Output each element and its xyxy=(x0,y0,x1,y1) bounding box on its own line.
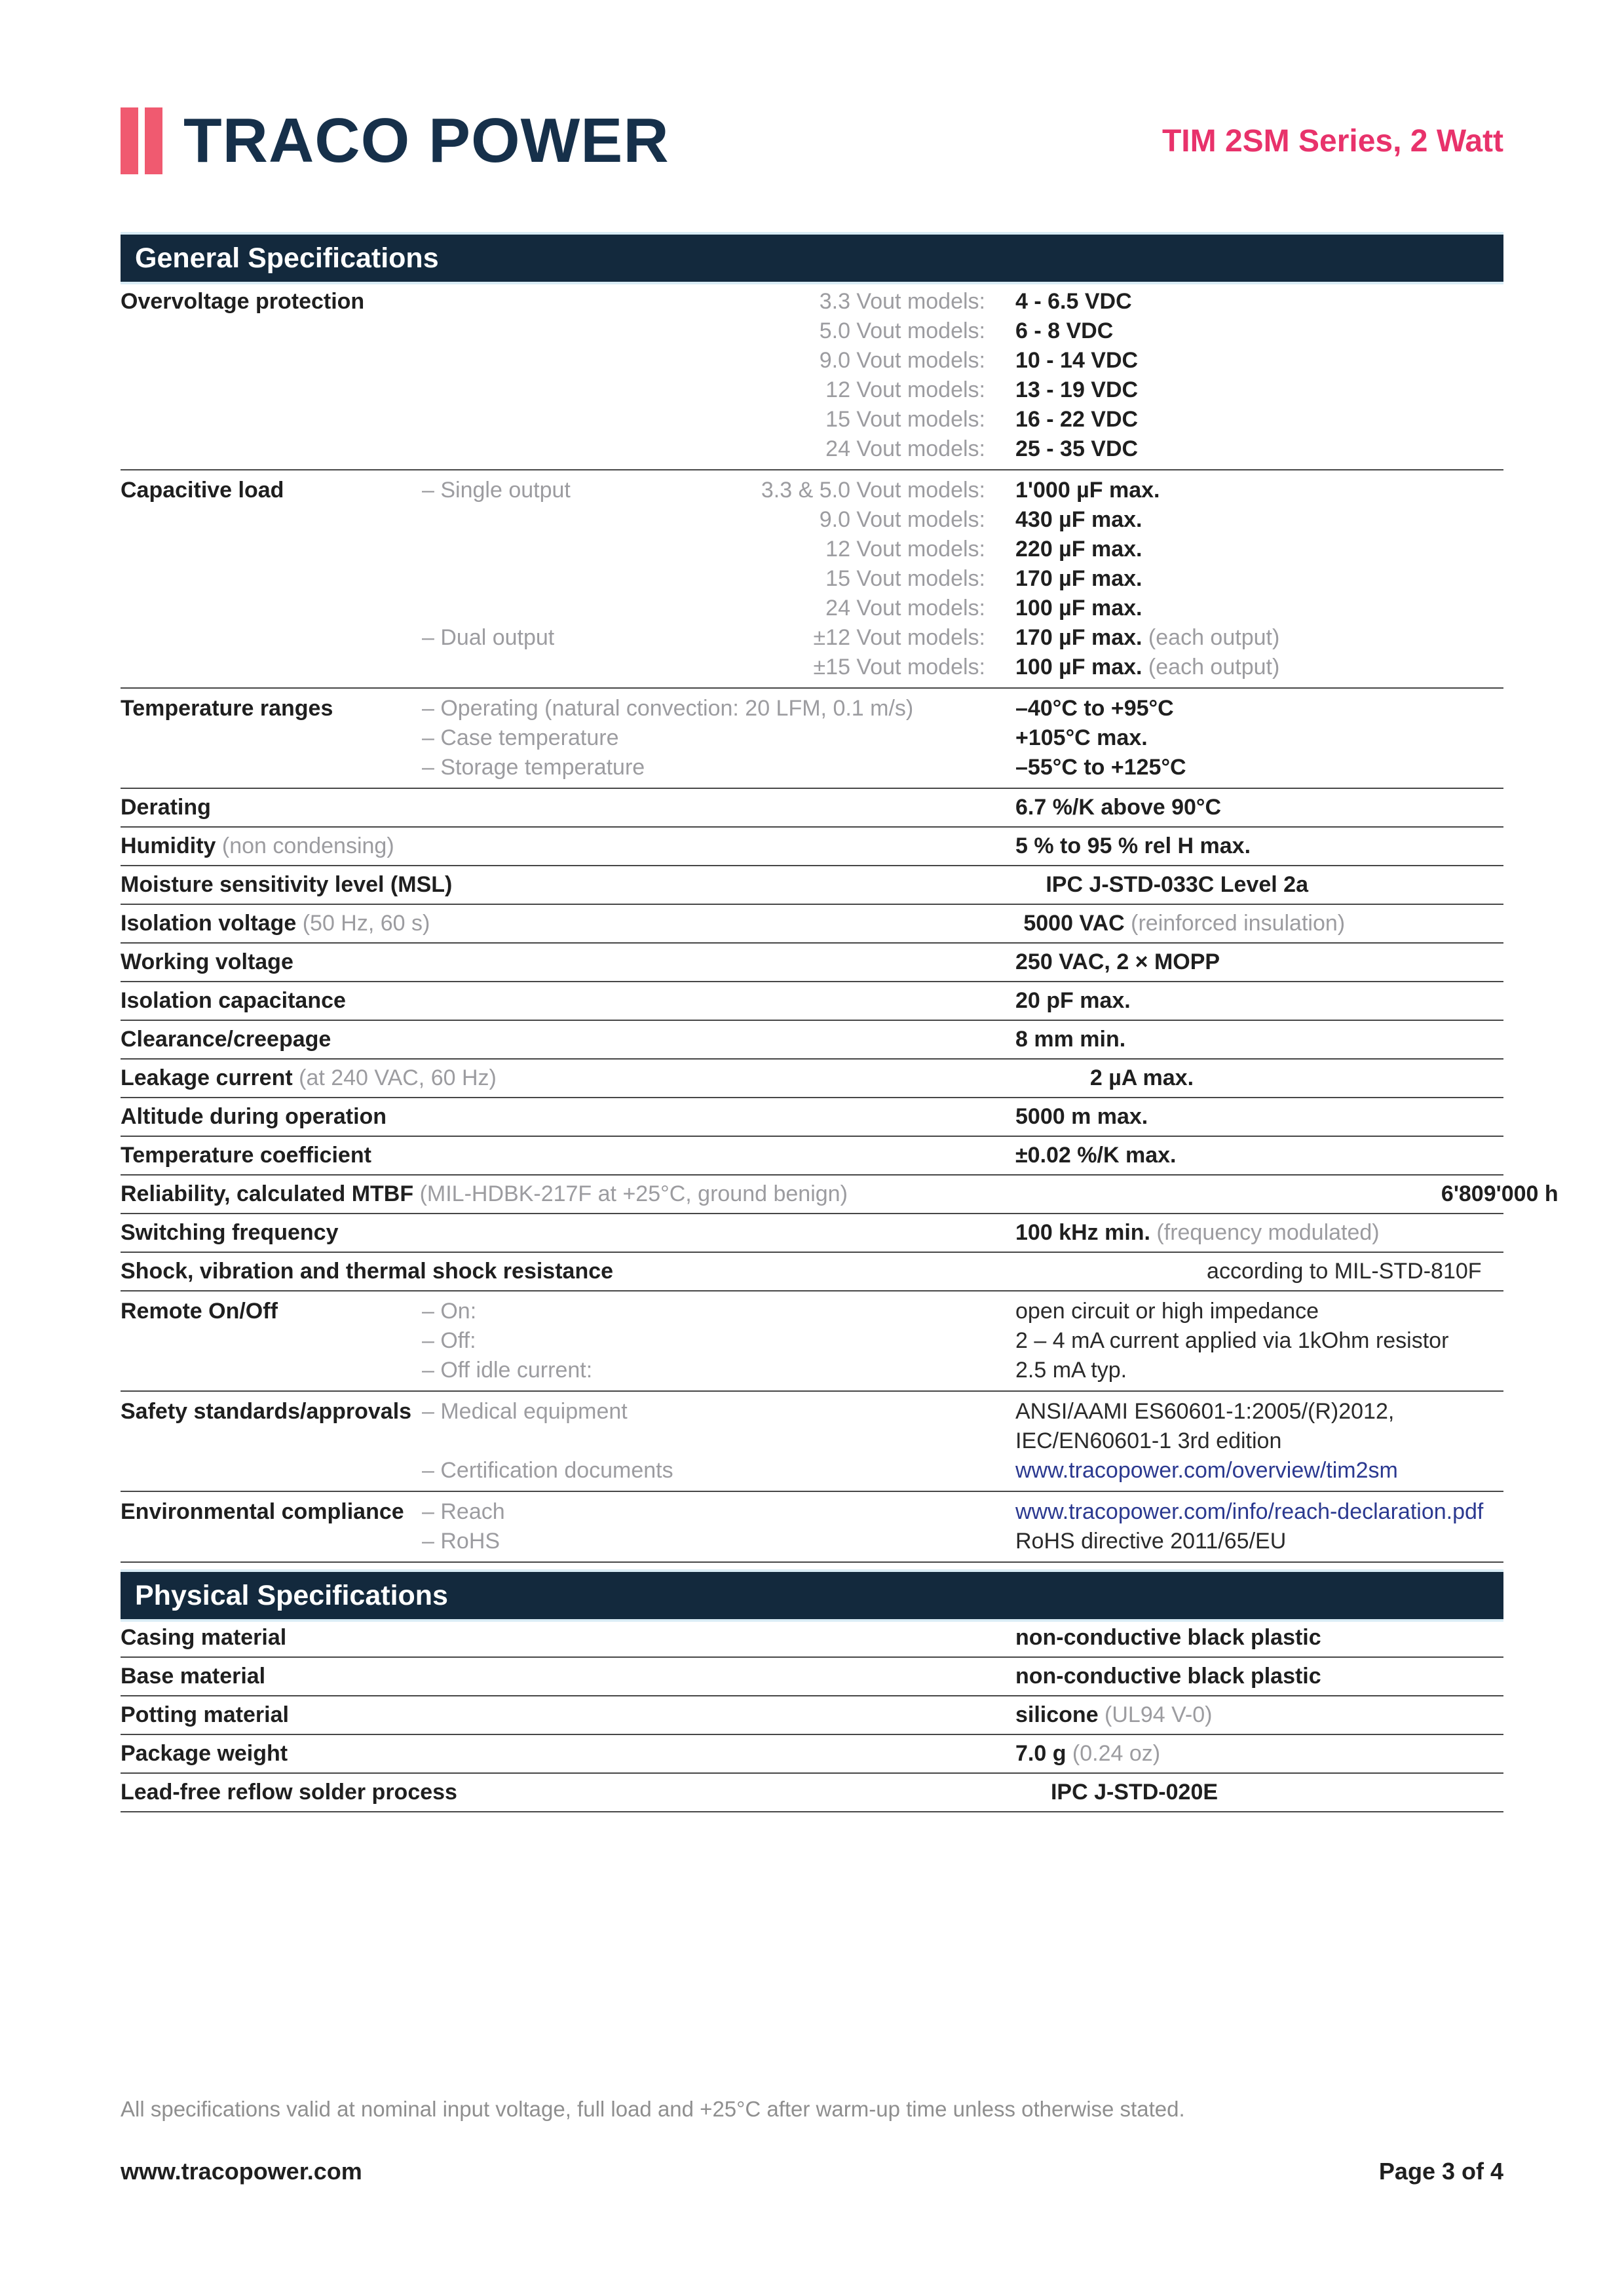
spec-value-segment: IEC/EN60601-1 3rd edition xyxy=(1015,1428,1282,1453)
spec-name: Isolation voltage (50 Hz, 60 s) xyxy=(121,911,430,936)
spec-line xyxy=(422,594,1503,623)
spec-line xyxy=(422,1527,1503,1556)
traco-logo xyxy=(121,107,670,174)
spec-value xyxy=(1015,1397,1503,1426)
spec-model-label: 24 Vout models: xyxy=(825,596,985,621)
spec-value-segment: 5000 m max. xyxy=(1015,1104,1148,1129)
spec-value-segment: ±0.02 %/K max. xyxy=(1015,1143,1177,1168)
spec-value xyxy=(1015,653,1503,682)
spec-row xyxy=(121,1292,1503,1392)
spec-model-label: 15 Vout models: xyxy=(825,566,985,591)
spec-value-segment: 8 mm min. xyxy=(1015,1027,1126,1052)
spec-lines xyxy=(613,1257,1503,1286)
spec-model-label: 15 Vout models: xyxy=(825,407,985,432)
spec-value xyxy=(1015,346,1503,375)
spec-line xyxy=(422,375,1503,405)
spec-name: Remote On/Off xyxy=(121,1299,278,1324)
spec-value-segment: 25 - 35 VDC xyxy=(1015,436,1139,461)
spec-value-segment: 20 pF max. xyxy=(1015,988,1131,1013)
spec-value xyxy=(1015,832,1503,861)
spec-value-segment: IPC J-STD-033C Level 2a xyxy=(1046,872,1308,897)
spec-lines xyxy=(422,986,1503,1016)
spec-lines xyxy=(422,793,1503,822)
section-title-general: General Specifications xyxy=(121,235,1503,282)
spec-sub-label: – Certification documents xyxy=(422,1458,673,1483)
spec-value xyxy=(1090,1063,1503,1093)
spec-value xyxy=(1015,623,1503,653)
spec-line xyxy=(452,870,1503,900)
spec-value-segment: 4 - 6.5 VDC xyxy=(1015,289,1132,314)
spec-value xyxy=(1015,375,1503,405)
spec-model-label: 24 Vout models: xyxy=(825,436,985,461)
spec-value xyxy=(1015,1426,1503,1456)
spec-name: Potting material xyxy=(121,1702,289,1727)
spec-name: Capacitive load xyxy=(121,478,284,503)
spec-line xyxy=(422,694,1503,723)
spec-lines xyxy=(422,1623,1503,1653)
spec-line xyxy=(422,476,1503,505)
spec-name-note: (50 Hz, 60 s) xyxy=(296,911,430,936)
spec-value-segment: 2.5 mA typ. xyxy=(1015,1358,1127,1383)
spec-lines xyxy=(422,832,1503,861)
spec-row xyxy=(121,1060,1503,1098)
spec-line xyxy=(848,1179,1558,1209)
spec-value xyxy=(1015,535,1503,564)
spec-value xyxy=(1015,564,1503,594)
spec-row xyxy=(121,1253,1503,1292)
spec-value xyxy=(1015,1662,1503,1691)
spec-line xyxy=(422,1426,1503,1456)
spec-value-segment: 100 kHz min. xyxy=(1015,1220,1150,1245)
spec-value xyxy=(1015,1218,1503,1248)
spec-model-label: 3.3 Vout models: xyxy=(819,289,985,314)
footer-disclaimer: All specifications valid at nominal input voltage, full load and +25°C after warm-up time unless otherwise stated. xyxy=(121,2097,1185,2121)
spec-row xyxy=(121,1214,1503,1253)
spec-value-segment: 6.7 %/K above 90°C xyxy=(1015,795,1222,820)
spec-value xyxy=(1023,909,1503,938)
spec-name: Humidity (non condensing) xyxy=(121,833,394,858)
spec-name: Environmental compliance xyxy=(121,1499,404,1524)
spec-line xyxy=(422,1326,1503,1356)
page-header xyxy=(121,0,1503,177)
spec-line xyxy=(422,623,1503,653)
spec-value xyxy=(1051,1778,1503,1807)
spec-sub-label: – Reach xyxy=(422,1499,505,1524)
spec-line xyxy=(422,753,1503,782)
spec-value-segment: –55°C to +125°C xyxy=(1015,755,1186,780)
spec-value-segment: 170 µF max. xyxy=(1015,566,1142,591)
spec-line xyxy=(422,287,1503,316)
spec-value-segment: (0.24 oz) xyxy=(1066,1741,1161,1766)
spec-lines xyxy=(422,476,1503,682)
spec-name: Base material xyxy=(121,1664,266,1689)
spec-lines xyxy=(422,1025,1503,1054)
spec-line xyxy=(422,1141,1503,1170)
series-title: TIM 2SM Series, 2 Watt xyxy=(1161,123,1503,159)
physical-specifications-section xyxy=(121,1572,1503,1812)
spec-model-label: 9.0 Vout models: xyxy=(819,507,985,532)
spec-value-segment: 100 µF max. xyxy=(1015,655,1142,679)
spec-value xyxy=(1015,1739,1503,1769)
spec-model-label: ±15 Vout models: xyxy=(813,655,985,679)
spec-value xyxy=(1015,434,1503,464)
spec-line xyxy=(422,1397,1503,1426)
page-footer xyxy=(121,2158,1503,2185)
spec-lines xyxy=(452,870,1503,900)
spec-name: Leakage current (at 240 VAC, 60 Hz) xyxy=(121,1065,497,1090)
spec-model-label: 9.0 Vout models: xyxy=(819,348,985,373)
spec-value-segment: non-conductive black plastic xyxy=(1015,1625,1321,1650)
spec-value xyxy=(1015,694,1503,723)
spec-model-label: 12 Vout models: xyxy=(825,537,985,562)
spec-value-segment: 2 – 4 mA current applied via 1kOhm resistor xyxy=(1015,1328,1449,1353)
spec-line xyxy=(497,1063,1503,1093)
spec-name: Reliability, calculated MTBF (MIL-HDBK-217F at +25°C, ground benign) xyxy=(121,1181,848,1206)
spec-value-segment: (UL94 V-0) xyxy=(1098,1702,1213,1727)
spec-value xyxy=(1015,1025,1503,1054)
spec-row xyxy=(121,689,1503,789)
certification-documents-link[interactable]: www.tracopower.com/overview/tim2sm xyxy=(1015,1458,1398,1483)
spec-line xyxy=(422,535,1503,564)
spec-value xyxy=(1015,1356,1503,1385)
spec-row xyxy=(121,944,1503,982)
spec-row xyxy=(121,1098,1503,1137)
spec-name: Working voltage xyxy=(121,949,293,974)
spec-row xyxy=(121,1021,1503,1060)
spec-value-segment: according to MIL-STD-810F xyxy=(1207,1259,1482,1284)
logo-bar-icon xyxy=(121,107,138,174)
spec-value xyxy=(1015,793,1503,822)
spec-row xyxy=(121,1137,1503,1176)
spec-value-segment: 10 - 14 VDC xyxy=(1015,348,1139,373)
spec-value xyxy=(1015,1326,1503,1356)
spec-model-label: 5.0 Vout models: xyxy=(819,318,985,343)
spec-value-segment: 170 µF max. xyxy=(1015,625,1142,650)
spec-value xyxy=(1046,870,1503,900)
spec-value-segment: silicone xyxy=(1015,1702,1099,1727)
spec-lines xyxy=(848,1179,1558,1209)
traco-logo-text: TRACO POWER xyxy=(183,105,670,176)
spec-model-label: 12 Vout models: xyxy=(825,377,985,402)
spec-line xyxy=(422,405,1503,434)
spec-row xyxy=(121,1619,1503,1658)
spec-name-note: (MIL-HDBK-217F at +25°C, ground benign) xyxy=(413,1181,848,1206)
spec-row xyxy=(121,828,1503,866)
spec-value-segment: 5000 VAC xyxy=(1023,911,1125,936)
spec-value xyxy=(1015,986,1503,1016)
general-specifications-section xyxy=(121,235,1558,1563)
spec-value-segment: 7.0 g xyxy=(1015,1741,1067,1766)
spec-line xyxy=(422,793,1503,822)
spec-lines xyxy=(422,1662,1503,1691)
spec-line xyxy=(422,832,1503,861)
spec-value xyxy=(1015,405,1503,434)
spec-name: Temperature coefficient xyxy=(121,1143,371,1168)
spec-value xyxy=(1015,1456,1503,1485)
spec-line xyxy=(422,346,1503,375)
spec-value xyxy=(1015,1623,1503,1653)
spec-row xyxy=(121,1176,1558,1214)
spec-line xyxy=(422,986,1503,1016)
spec-row xyxy=(121,789,1503,828)
spec-name-note: (at 240 VAC, 60 Hz) xyxy=(292,1065,497,1090)
spec-lines xyxy=(422,287,1503,464)
spec-value-segment: +105°C max. xyxy=(1015,725,1148,750)
spec-value-segment: 220 µF max. xyxy=(1015,537,1142,562)
spec-line xyxy=(422,1218,1503,1248)
spec-lines xyxy=(422,694,1503,782)
spec-value-segment: 250 VAC, 2 × MOPP xyxy=(1015,949,1220,974)
spec-value xyxy=(1015,316,1503,346)
spec-row xyxy=(121,282,1503,470)
spec-row xyxy=(121,1774,1503,1812)
spec-name: Safety standards/approvals xyxy=(121,1399,412,1424)
footer-page-number: Page 3 of 4 xyxy=(1378,2158,1503,2185)
general-specifications-rows xyxy=(121,282,1558,1563)
spec-sub-label: – Operating (natural convection: 20 LFM, 0.1 m/s) xyxy=(422,696,914,721)
spec-value-segment: 5 % to 95 % rel H max. xyxy=(1015,833,1251,858)
spec-name: Temperature ranges xyxy=(121,696,333,721)
spec-sub-label: – On: xyxy=(422,1299,477,1324)
spec-lines xyxy=(422,1102,1503,1132)
spec-lines xyxy=(422,1397,1503,1485)
spec-line xyxy=(422,1662,1503,1691)
spec-value xyxy=(1207,1257,1503,1286)
spec-name: Isolation capacitance xyxy=(121,988,346,1013)
physical-specifications-rows xyxy=(121,1619,1503,1812)
spec-value-segment: (frequency modulated) xyxy=(1150,1220,1380,1245)
section-title-physical: Physical Specifications xyxy=(121,1572,1503,1619)
spec-line xyxy=(430,909,1503,938)
spec-value-segment: 100 µF max. xyxy=(1015,596,1142,621)
spec-sub-label: – Single output xyxy=(422,478,571,503)
spec-row xyxy=(121,1735,1503,1774)
spec-value-segment: RoHS directive 2011/65/EU xyxy=(1015,1529,1287,1554)
spec-row xyxy=(121,1392,1503,1492)
spec-value xyxy=(1015,505,1503,535)
spec-value-segment: (reinforced insulation) xyxy=(1124,911,1346,936)
spec-row xyxy=(121,1658,1503,1696)
spec-line xyxy=(422,1739,1503,1769)
spec-line xyxy=(422,564,1503,594)
traco-logo-bars-icon xyxy=(121,107,169,174)
spec-value xyxy=(1015,1497,1503,1527)
spec-row xyxy=(121,866,1503,905)
spec-name-note: (non condensing) xyxy=(216,833,394,858)
spec-line xyxy=(422,505,1503,535)
spec-lines xyxy=(497,1063,1503,1093)
spec-value-segment: 1'000 µF max. xyxy=(1015,478,1160,503)
spec-value xyxy=(1015,476,1503,505)
spec-line xyxy=(457,1778,1503,1807)
spec-value-segment: 430 µF max. xyxy=(1015,507,1142,532)
spec-line xyxy=(613,1257,1503,1286)
spec-line xyxy=(422,1102,1503,1132)
logo-bar-icon xyxy=(145,107,162,174)
spec-value-segment: open circuit or high impedance xyxy=(1015,1299,1319,1324)
spec-line xyxy=(422,316,1503,346)
spec-value xyxy=(1015,1700,1503,1730)
spec-row xyxy=(121,1696,1503,1735)
spec-value-segment: 16 - 22 VDC xyxy=(1015,407,1139,432)
spec-name: Package weight xyxy=(121,1741,288,1766)
spec-name: Casing material xyxy=(121,1625,287,1650)
spec-value xyxy=(1015,753,1503,782)
spec-value xyxy=(1015,947,1503,977)
spec-value xyxy=(1015,1297,1503,1326)
spec-value xyxy=(1015,287,1503,316)
spec-line xyxy=(422,653,1503,682)
spec-row xyxy=(121,470,1503,689)
spec-line xyxy=(422,1356,1503,1385)
spec-value-segment: (each output) xyxy=(1142,655,1280,679)
spec-lines xyxy=(422,1297,1503,1385)
spec-line xyxy=(422,1700,1503,1730)
spec-value-segment: 6'809'000 h xyxy=(1441,1181,1558,1206)
spec-name: Clearance/creepage xyxy=(121,1027,331,1052)
spec-line xyxy=(422,434,1503,464)
spec-sub-label: – Off idle current: xyxy=(422,1358,593,1383)
footer-website: www.tracopower.com xyxy=(121,2158,362,2185)
spec-lines xyxy=(422,1700,1503,1730)
spec-name: Altitude during operation xyxy=(121,1104,387,1129)
spec-lines xyxy=(422,1739,1503,1769)
spec-value xyxy=(1015,723,1503,753)
spec-lines xyxy=(422,1497,1503,1556)
spec-line xyxy=(422,1025,1503,1054)
spec-value xyxy=(1015,1527,1503,1556)
spec-lines xyxy=(422,1218,1503,1248)
spec-sub-label: – RoHS xyxy=(422,1529,500,1554)
spec-lines xyxy=(422,947,1503,977)
spec-name: Lead-free reflow solder process xyxy=(121,1780,457,1805)
spec-value-segment: ANSI/AAMI ES60601-1:2005/(R)2012, xyxy=(1015,1399,1395,1424)
spec-line xyxy=(422,947,1503,977)
spec-lines xyxy=(430,909,1503,938)
spec-value-segment: 2 µA max. xyxy=(1089,1065,1194,1090)
spec-value xyxy=(1015,594,1503,623)
spec-sub-label: – Medical equipment xyxy=(422,1399,628,1424)
spec-value-segment: (each output) xyxy=(1142,625,1280,650)
spec-sub-label: – Storage temperature xyxy=(422,755,645,780)
spec-row xyxy=(121,982,1503,1021)
spec-name: Derating xyxy=(121,795,211,820)
spec-line xyxy=(422,723,1503,753)
spec-row xyxy=(121,1492,1503,1563)
spec-line xyxy=(422,1623,1503,1653)
spec-model-label: 3.3 & 5.0 Vout models: xyxy=(761,478,985,503)
spec-name: Shock, vibration and thermal shock resistance xyxy=(121,1259,614,1284)
spec-line xyxy=(422,1297,1503,1326)
spec-value-segment: 6 - 8 VDC xyxy=(1015,318,1114,343)
spec-value xyxy=(1441,1179,1558,1209)
spec-value-segment: 13 - 19 VDC xyxy=(1015,377,1139,402)
spec-value-segment: –40°C to +95°C xyxy=(1015,696,1174,721)
reach-declaration-link[interactable]: www.tracopower.com/info/reach-declaration.pdf xyxy=(1015,1499,1484,1524)
spec-lines xyxy=(422,1141,1503,1170)
spec-name: Switching frequency xyxy=(121,1220,339,1245)
spec-value-segment: non-conductive black plastic xyxy=(1015,1664,1321,1689)
spec-model-label: ±12 Vout models: xyxy=(813,625,985,650)
spec-name: Overvoltage protection xyxy=(121,289,365,314)
spec-sub-label: – Off: xyxy=(422,1328,476,1353)
spec-value xyxy=(1015,1141,1503,1170)
spec-sub-label: – Dual output xyxy=(422,625,555,650)
spec-sub-label: – Case temperature xyxy=(422,725,619,750)
spec-line xyxy=(422,1497,1503,1527)
spec-value xyxy=(1015,1102,1503,1132)
spec-row xyxy=(121,905,1503,944)
spec-value-segment: IPC J-STD-020E xyxy=(1050,1780,1218,1805)
spec-name: Moisture sensitivity level (MSL) xyxy=(121,872,453,897)
spec-line xyxy=(422,1456,1503,1485)
spec-lines xyxy=(457,1778,1503,1807)
